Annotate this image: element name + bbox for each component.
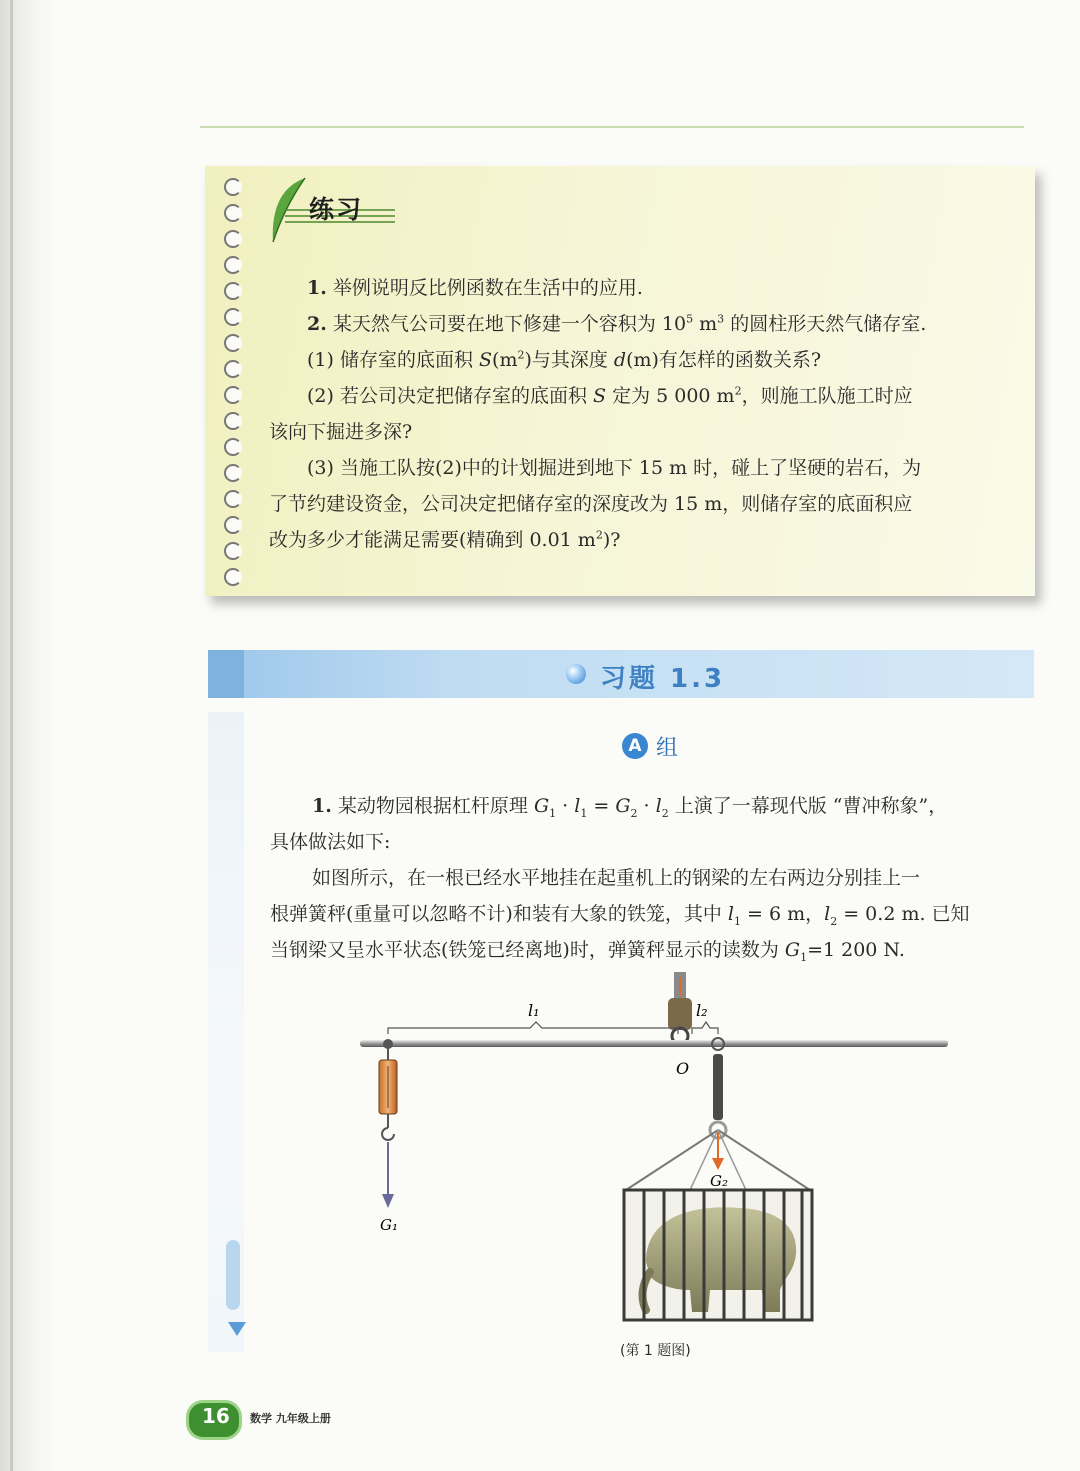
notebook-ring-icon xyxy=(224,568,242,586)
question-text: (2) 若公司决定把储存室的底面积 xyxy=(307,385,593,407)
lever-figure xyxy=(350,972,960,1332)
question-text: 的圆柱形天然气储存室. xyxy=(724,313,927,335)
notebook-ring-icon xyxy=(224,360,242,378)
exercise-description-line-1: 如图所示，在一根已经水平地挂在起重机上的钢梁的左右两边分别挂上一 xyxy=(312,867,921,889)
exercise-question-1-cont: 具体做法如下: xyxy=(270,831,391,853)
question-text: 上演了一幕现代版 “曹冲称象”， xyxy=(668,795,948,817)
math-variable: d xyxy=(613,349,627,371)
math-variable: l xyxy=(727,903,734,925)
label-G1: G₁ xyxy=(380,1216,398,1234)
math-operator: · xyxy=(637,795,656,817)
math-variable: l xyxy=(655,795,662,817)
label-pivot-O: O xyxy=(676,1059,690,1078)
question-text: ，则施工队施工时应 xyxy=(741,385,913,407)
question-text: )与其深度 xyxy=(524,349,614,371)
label-l2: l₂ xyxy=(696,1001,708,1020)
notebook-ring-icon xyxy=(224,178,242,196)
practice-question-1 xyxy=(269,270,1051,306)
exercise-title: 习题 1.3 xyxy=(600,664,726,694)
label-l1: l₁ xyxy=(528,1001,540,1020)
math-variable: S xyxy=(479,349,493,371)
math-variable: l xyxy=(824,903,831,925)
practice-title: 练习 xyxy=(309,195,364,224)
math-operator: · xyxy=(556,795,575,817)
label-G2: G₂ xyxy=(710,1172,728,1190)
question-text: 改为多少才能满足需要(精确到 0.01 m xyxy=(269,529,596,551)
crane-hook xyxy=(668,972,692,1044)
book-title: 数学 九年级上册 xyxy=(250,1412,331,1425)
question-number: 1. xyxy=(312,795,332,817)
subscript: 2 xyxy=(661,806,669,820)
notebook-ring-icon xyxy=(224,230,242,248)
math-variable: G xyxy=(784,939,801,961)
superscript: 2 xyxy=(734,384,742,398)
question-text: 某天然气公司要在地下修建一个容积为 10 xyxy=(332,313,687,335)
notebook-ring-icon xyxy=(224,204,242,222)
question-text: 举例说明反比例函数在生活中的应用. xyxy=(332,277,643,299)
practice-subquestion-2-cont: 该向下掘进多深? xyxy=(269,421,413,443)
spring-scale xyxy=(379,1048,397,1140)
math-variable: l xyxy=(574,795,581,817)
notebook-ring-icon xyxy=(224,516,242,534)
page-edge xyxy=(10,0,13,1471)
notebook-ring-icon xyxy=(224,308,242,326)
question-text: = 0.2 m. 已知 xyxy=(837,903,970,925)
left-hanger-point xyxy=(383,1039,393,1049)
practice-subquestion-1 xyxy=(269,342,1051,378)
superscript: 5 xyxy=(686,312,694,326)
math-operator: = xyxy=(587,795,616,817)
superscript: 2 xyxy=(517,348,525,362)
question-text: (m)有怎样的函数关系? xyxy=(626,349,822,371)
practice-box xyxy=(205,166,1035,596)
question-text: =1 200 N. xyxy=(807,939,905,961)
question-text: 某动物园根据杠杆原理 xyxy=(337,795,534,817)
math-variable: G xyxy=(615,795,631,817)
elephant-cage xyxy=(624,1190,812,1320)
math-variable: S xyxy=(593,385,607,407)
superscript: 2 xyxy=(595,528,603,542)
exercise-description-line-3 xyxy=(270,932,1040,968)
question-text: 定为 5 000 m xyxy=(606,385,735,407)
group-badge-icon: A xyxy=(622,733,648,759)
superscript: 3 xyxy=(717,312,725,326)
figure-caption: (第 1 题图) xyxy=(620,1343,691,1359)
question-number: 1. xyxy=(307,277,327,299)
notebook-ring-icon xyxy=(224,256,242,274)
notebook-ring-icon xyxy=(224,412,242,430)
question-text: 当钢梁又呈水平状态(铁笼已经离地)时，弹簧秤显示的读数为 xyxy=(270,939,785,961)
triangle-down-icon xyxy=(228,1322,246,1336)
page-number: 16 xyxy=(202,1404,230,1428)
group-label: 组 xyxy=(656,736,679,761)
practice-subquestion-3-end xyxy=(269,522,1013,558)
top-rule xyxy=(200,126,1024,128)
practice-question-2 xyxy=(269,306,1051,342)
subscript: 1 xyxy=(580,806,588,820)
math-variable: G xyxy=(533,795,550,817)
subscript: 2 xyxy=(830,914,838,928)
globe-icon xyxy=(566,664,586,684)
subscript: 1 xyxy=(733,914,741,928)
question-text: (m xyxy=(492,349,518,371)
notebook-ring-icon xyxy=(224,282,242,300)
practice-subquestion-3-cont: 了节约建设资金，公司决定把储存室的深度改为 15 m，则储存室的底面积应 xyxy=(269,493,913,515)
steel-beam xyxy=(360,1040,948,1047)
subscript: 1 xyxy=(800,950,808,964)
notebook-ring-icon xyxy=(224,438,242,456)
arrow-G1 xyxy=(382,1142,394,1208)
practice-subquestion-3: (3) 当施工队按(2)中的计划掘进到地下 15 m 时，碰上了坚硬的岩石，为 xyxy=(307,457,922,479)
subscript: 2 xyxy=(630,806,638,820)
l1-brace xyxy=(388,1022,678,1034)
side-scroll-pill xyxy=(226,1240,240,1310)
l2-brace xyxy=(692,1022,718,1034)
notebook-ring-icon xyxy=(224,386,242,404)
exercise-question-1 xyxy=(270,788,1080,824)
exercise-description-line-2 xyxy=(270,896,1040,932)
question-text: )? xyxy=(602,529,621,551)
notebook-ring-icon xyxy=(224,464,242,482)
notebook-ring-icon xyxy=(224,334,242,352)
question-text: 根弹簧秤(重量可以忽略不计)和装有大象的铁笼，其中 xyxy=(270,903,728,925)
exercise-header-block xyxy=(208,650,244,698)
question-number: 2. xyxy=(307,313,327,335)
question-text: (1) 储存室的底面积 xyxy=(307,349,479,371)
subscript: 1 xyxy=(549,806,557,820)
practice-subquestion-2 xyxy=(269,378,1051,414)
question-text: = 6 m， xyxy=(740,903,825,925)
notebook-ring-icon xyxy=(224,490,242,508)
notebook-ring-icon xyxy=(224,542,242,560)
question-text: m xyxy=(693,313,718,335)
